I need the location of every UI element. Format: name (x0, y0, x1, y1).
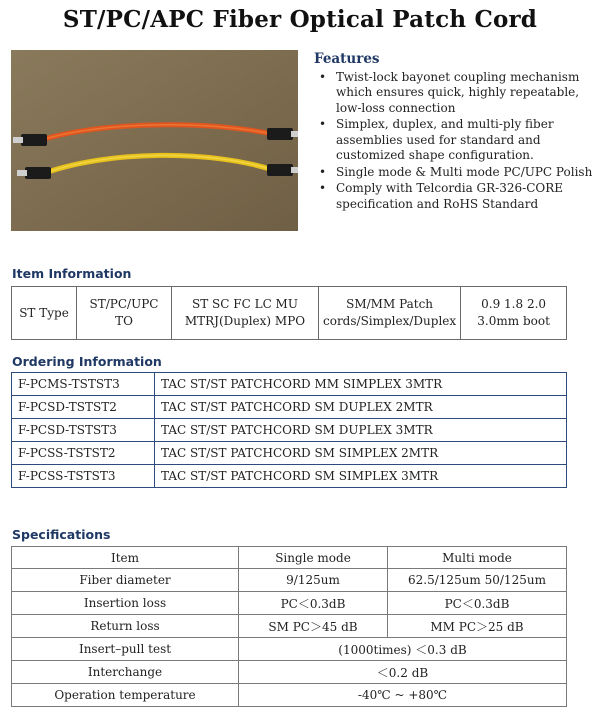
table-cell: ST/PC/UPC TO (77, 287, 172, 340)
order-code: F-PCSS-TSTST3 (12, 465, 155, 488)
column-header: Single mode (239, 547, 388, 569)
spec-multi-mode: PC＜0.3dB (388, 592, 567, 615)
spec-single-mode: 9/125um (239, 569, 388, 592)
table-header-row (12, 547, 567, 569)
table-row (12, 569, 567, 592)
spec-item: Insert–pull test (12, 638, 239, 661)
product-photo (11, 50, 298, 231)
table-row (12, 592, 567, 615)
table-row (12, 442, 567, 465)
spec-value: (1000times) ＜0.3 dB (239, 638, 567, 661)
table-row (12, 396, 567, 419)
spec-value: ＜0.2 dB (239, 661, 567, 684)
ordering-information-heading: Ordering Information (12, 354, 162, 369)
order-code: F-PCMS-TSTST3 (12, 373, 155, 396)
item-information-table (11, 286, 567, 340)
table-row (12, 615, 567, 638)
item-information-heading: Item Information (12, 266, 132, 281)
specifications-table (11, 546, 567, 707)
order-description: TAC ST/ST PATCHCORD SM SIMPLEX 2MTR (155, 442, 567, 465)
table-row (12, 287, 567, 340)
list-item: • Twist-lock bayonet coupling mechanism which ensures quick, highly repeatable, low-loss connection (336, 70, 596, 117)
table-row (12, 661, 567, 684)
table-cell: ST Type (12, 287, 77, 340)
ordering-information-table (11, 372, 567, 488)
features-heading: Features (314, 51, 380, 67)
order-code: F-PCSS-TSTST2 (12, 442, 155, 465)
table-cell: 0.9 1.8 2.0 3.0mm boot (461, 287, 567, 340)
spec-value: -40℃ ~ +80℃ (239, 684, 567, 707)
order-description: TAC ST/ST PATCHCORD MM SIMPLEX 3MTR (155, 373, 567, 396)
table-cell: ST SC FC LC MU MTRJ(Duplex) MPO (172, 287, 319, 340)
table-row (12, 465, 567, 488)
spec-single-mode: SM PC＞45 dB (239, 615, 388, 638)
list-item: • Simplex, duplex, and multi-ply fiber assemblies used for standard and customized shape configuration. (336, 117, 596, 164)
spec-multi-mode: 62.5/125um 50/125um (388, 569, 567, 592)
list-item: • Comply with Telcordia GR-326-CORE specification and RoHS Standard (336, 181, 596, 212)
spec-single-mode: PC＜0.3dB (239, 592, 388, 615)
spec-item: Interchange (12, 661, 239, 684)
list-item: • Single mode & Multi mode PC/UPC Polish (336, 165, 596, 181)
spec-multi-mode: MM PC＞25 dB (388, 615, 567, 638)
column-header: Item (12, 547, 239, 569)
spec-item: Return loss (12, 615, 239, 638)
spec-item: Insertion loss (12, 592, 239, 615)
order-description: TAC ST/ST PATCHCORD SM SIMPLEX 3MTR (155, 465, 567, 488)
order-code: F-PCSD-TSTST3 (12, 419, 155, 442)
specifications-heading: Specifications (12, 527, 111, 542)
spec-item: Operation temperature (12, 684, 239, 707)
page-title: ST/PC/APC Fiber Optical Patch Cord (62, 6, 538, 33)
table-row (12, 638, 567, 661)
table-row (12, 419, 567, 442)
table-row (12, 373, 567, 396)
table-row (12, 684, 567, 707)
spec-item: Fiber diameter (12, 569, 239, 592)
order-description: TAC ST/ST PATCHCORD SM DUPLEX 2MTR (155, 396, 567, 419)
features-section (314, 52, 596, 213)
table-cell: SM/MM Patch cords/Simplex/Duplex (319, 287, 461, 340)
order-code: F-PCSD-TSTST2 (12, 396, 155, 419)
order-description: TAC ST/ST PATCHCORD SM DUPLEX 3MTR (155, 419, 567, 442)
features-list (314, 70, 596, 213)
column-header: Multi mode (388, 547, 567, 569)
